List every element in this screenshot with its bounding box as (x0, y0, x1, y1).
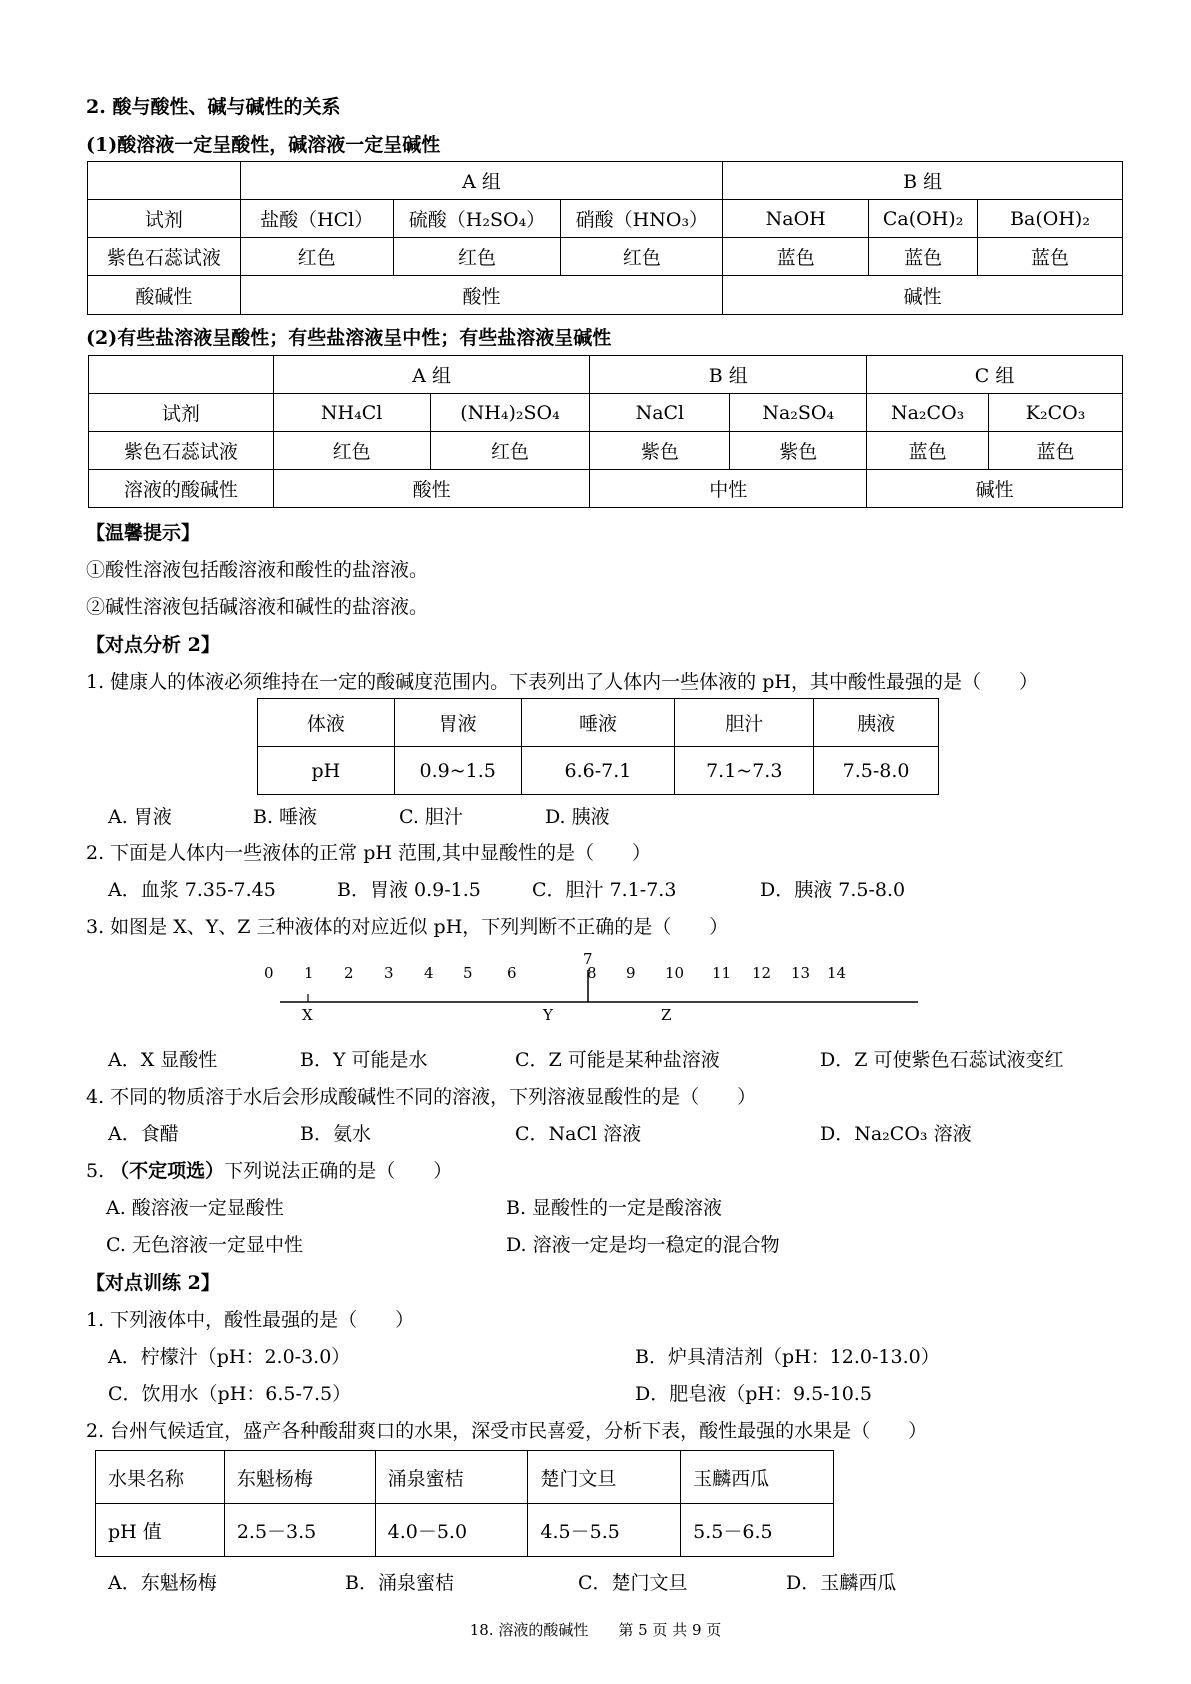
group-a-header: A 组 (273, 356, 590, 394)
option-c[interactable]: C. 无色溶液一定显中性 (106, 1234, 303, 1256)
value-cell: 5.5－6.5 (681, 1504, 834, 1557)
value-cell: 6.6-7.1 (521, 747, 675, 795)
scale-tick-label: 8 (587, 964, 597, 982)
value-cell: pH 值 (96, 1504, 225, 1557)
scale-tick-label: 13 (791, 964, 811, 982)
reagent-cell: Ba(OH)₂ (978, 200, 1123, 238)
option-c[interactable]: C．Z 可能是某种盐溶液 (515, 1049, 720, 1071)
header-cell: 胆汁 (675, 699, 814, 747)
scale-marker: Y (543, 1006, 553, 1024)
option-a[interactable]: A．柠檬汁（pH：2.0-3.0） (108, 1346, 351, 1368)
scale-tick-label: 5 (463, 964, 473, 982)
litmus-cell: 红色 (273, 432, 430, 470)
litmus-cell: 蓝色 (978, 238, 1123, 276)
option-c[interactable]: C．楚门文旦 (578, 1572, 688, 1594)
option-a[interactable]: A．X 显酸性 (108, 1049, 218, 1071)
header-cell: 涌泉蜜桔 (375, 1451, 528, 1504)
scale-marker: Z (661, 1006, 672, 1024)
acidity-cell: 酸性 (273, 470, 590, 508)
row-label: 试剂 (88, 200, 241, 238)
tip-line: ②碱性溶液包括碱溶液和碱性的盐溶液。 (86, 596, 429, 618)
scale-tick-label: 10 (665, 964, 685, 982)
option-a[interactable]: A．食醋 (108, 1123, 179, 1145)
training-title: 【对点训练 2】 (86, 1272, 220, 1294)
row-label: 溶液的酸碱性 (89, 470, 274, 508)
question-stem: 2. 下面是人体内一些液体的正常 pH 范围,其中显酸性的是（ ） (86, 842, 652, 864)
scale-tick-label: 7 (583, 950, 593, 968)
option-d[interactable]: D．玉麟西瓜 (786, 1572, 897, 1594)
reagent-cell: K₂CO₃ (989, 394, 1123, 432)
part1-title: (1)酸溶液一定呈酸性，碱溶液一定呈碱性 (86, 134, 441, 156)
scale-tick-label: 3 (384, 964, 394, 982)
value-cell: 7.1~7.3 (675, 747, 814, 795)
acidity-cell: 酸性 (240, 276, 723, 315)
value-cell: 4.0－5.0 (375, 1504, 528, 1557)
reagent-cell: (NH₄)₂SO₄ (430, 394, 590, 432)
question-stem: 4. 不同的物质溶于水后会形成酸碱性不同的溶液，下列溶液显酸性的是（ ） (86, 1086, 757, 1108)
litmus-cell: 蓝色 (867, 432, 989, 470)
litmus-cell: 紫色 (730, 432, 867, 470)
option-c[interactable]: C．饮用水（pH：6.5-7.5） (108, 1383, 352, 1405)
option-d[interactable]: D．肥皂液（pH：9.5-10.5 (635, 1383, 872, 1405)
reagent-cell: 硫酸（H₂SO₄） (393, 200, 561, 238)
option-b[interactable]: B．炉具清洁剂（pH：12.0-13.0） (635, 1346, 940, 1368)
header-cell: 东魁杨梅 (224, 1451, 375, 1504)
header-cell: 体液 (258, 699, 395, 747)
litmus-cell: 红色 (240, 238, 393, 276)
value-cell: 7.5-8.0 (814, 747, 939, 795)
ph-scale-figure (264, 940, 930, 1040)
litmus-cell: 蓝色 (869, 238, 978, 276)
reagent-cell: Na₂SO₄ (730, 394, 867, 432)
scale-tick-label: 11 (712, 964, 732, 982)
scale-tick-label: 6 (507, 964, 517, 982)
acidity-cell: 碱性 (723, 276, 1123, 315)
header-cell: 水果名称 (96, 1451, 225, 1504)
part2-table (88, 355, 1123, 508)
scale-tick-label: 1 (304, 964, 314, 982)
scale-tick-label: 2 (344, 964, 354, 982)
corner-cell (89, 356, 274, 394)
tip-title: 【温馨提示】 (86, 522, 201, 544)
option-b[interactable]: B．Y 可能是水 (300, 1049, 428, 1071)
section-title: 2. 酸与酸性、碱与碱性的关系 (86, 96, 341, 118)
acidity-cell: 碱性 (867, 470, 1123, 508)
option-a[interactable]: A．东魁杨梅 (108, 1572, 217, 1594)
litmus-cell: 红色 (393, 238, 561, 276)
scale-tick-label: 12 (752, 964, 772, 982)
reagent-cell: 盐酸（HCl） (240, 200, 393, 238)
row-label: 紫色石蕊试液 (89, 432, 274, 470)
header-cell: 玉麟西瓜 (681, 1451, 834, 1504)
option-a[interactable]: A. 酸溶液一定显酸性 (106, 1197, 284, 1219)
reagent-cell: NH₄Cl (273, 394, 430, 432)
scale-tick-label: 4 (424, 964, 434, 982)
option-d[interactable]: D．胰液 7.5-8.0 (760, 879, 906, 901)
litmus-cell: 蓝色 (723, 238, 869, 276)
reagent-cell: Ca(OH)₂ (869, 200, 978, 238)
analysis-title: 【对点分析 2】 (86, 634, 220, 656)
value-cell: 2.5－3.5 (224, 1504, 375, 1557)
header-cell: 胃液 (394, 699, 521, 747)
question-stem: 1. 下列液体中，酸性最强的是（ ） (86, 1309, 415, 1331)
question-stem: 1. 健康人的体液必须维持在一定的酸碱度范围内。下表列出了人体内一些体液的 pH，其中酸性最强的是（ ） (86, 671, 1038, 693)
scale-marker: X (302, 1006, 313, 1024)
option-b[interactable]: B．胃液 0.9-1.5 (337, 879, 481, 901)
header-cell: 唾液 (521, 699, 675, 747)
option-d[interactable]: D．Na₂CO₃ 溶液 (820, 1123, 972, 1145)
question-number: 5. (86, 1160, 111, 1182)
question-stem (86, 1156, 452, 1183)
group-c-header: C 组 (867, 356, 1123, 394)
group-b-header: B 组 (723, 162, 1123, 200)
litmus-cell: 紫色 (590, 432, 730, 470)
option-c[interactable]: C．胆汁 7.1-7.3 (532, 879, 677, 901)
option-d[interactable]: D. 胰液 (545, 806, 610, 828)
question-stem: 2. 台州气候适宜，盛产各种酸甜爽口的水果，深受市民喜爱，分析下表，酸性最强的水果是（ ） (86, 1420, 928, 1442)
question-text: 下列说法正确的是（ ） (224, 1160, 453, 1182)
option-c[interactable]: C．NaCl 溶液 (515, 1123, 642, 1145)
header-cell: 楚门文旦 (528, 1451, 681, 1504)
question-tag: （不定项选） (110, 1160, 225, 1182)
part2-title: (2)有些盐溶液呈酸性；有些盐溶液呈中性；有些盐溶液呈碱性 (86, 327, 612, 349)
group-a-header: A 组 (240, 162, 723, 200)
part1-table (87, 161, 1123, 315)
row-label: 酸碱性 (88, 276, 241, 315)
reagent-cell: Na₂CO₃ (867, 394, 989, 432)
value-cell: 0.9~1.5 (394, 747, 521, 795)
scale-tick-label: 14 (827, 964, 847, 982)
tip-line: ①酸性溶液包括酸溶液和酸性的盐溶液。 (86, 559, 429, 581)
reagent-cell: 硝酸（HNO₃） (561, 200, 723, 238)
group-b-header: B 组 (590, 356, 867, 394)
row-label: 紫色石蕊试液 (88, 238, 241, 276)
row-label: 试剂 (89, 394, 274, 432)
option-a[interactable]: A．血浆 7.35-7.45 (108, 879, 276, 901)
litmus-cell: 红色 (430, 432, 590, 470)
option-b[interactable]: B．氨水 (300, 1123, 371, 1145)
fruit-table (95, 1450, 834, 1557)
corner-cell (88, 162, 241, 200)
option-b[interactable]: B. 唾液 (253, 806, 318, 828)
body-fluid-table (257, 698, 939, 795)
litmus-cell: 红色 (561, 238, 723, 276)
reagent-cell: NaOH (723, 200, 869, 238)
option-b[interactable]: B. 显酸性的一定是酸溶液 (506, 1197, 723, 1219)
option-c[interactable]: C. 胆汁 (399, 806, 463, 828)
option-a[interactable]: A. 胃液 (108, 806, 172, 828)
question-stem: 3. 如图是 X、Y、Z 三种液体的对应近似 pH，下列判断不正确的是（ ） (86, 916, 729, 938)
value-cell: 4.5－5.5 (528, 1504, 681, 1557)
option-d[interactable]: D. 溶液一定是均一稳定的混合物 (506, 1234, 780, 1256)
scale-tick-label: 9 (626, 964, 636, 982)
value-cell: pH (258, 747, 395, 795)
scale-tick-label: 0 (264, 964, 274, 982)
option-b[interactable]: B．涌泉蜜桔 (345, 1572, 454, 1594)
acidity-cell: 中性 (590, 470, 867, 508)
page-footer: 18. 溶液的酸碱性 第 5 页 共 9 页 (469, 1621, 722, 1639)
header-cell: 胰液 (814, 699, 939, 747)
option-d[interactable]: D．Z 可使紫色石蕊试液变红 (820, 1049, 1064, 1071)
reagent-cell: NaCl (590, 394, 730, 432)
litmus-cell: 蓝色 (989, 432, 1123, 470)
